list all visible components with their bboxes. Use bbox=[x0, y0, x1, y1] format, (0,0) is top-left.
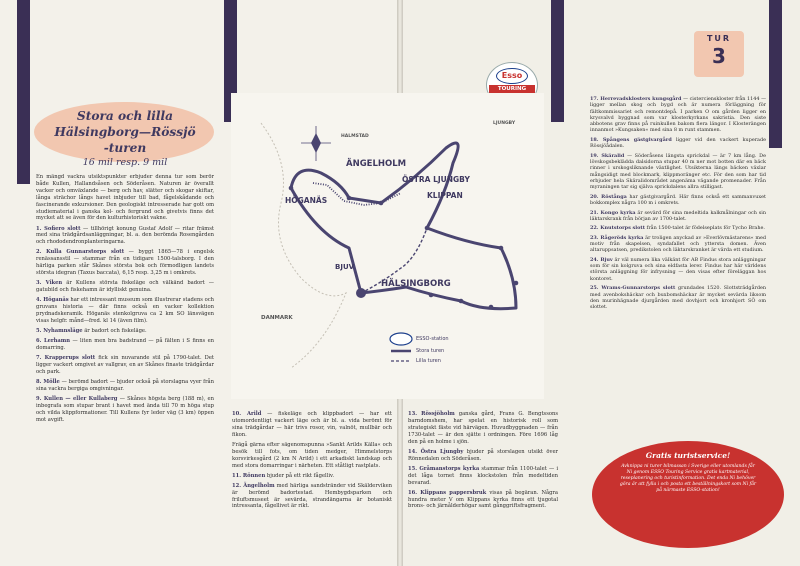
map-label-halsingborg: HÄLSINGBORG bbox=[381, 279, 451, 289]
intro-paragraph: En mängd vackra utsiktspunkter erbjuder denna tur som berör både Kullen, Hallandsåsen och Söderåsen. Naturen är överallt vacker och omväxlande — berg och hav, slätter och skogar skiftar, långa strächor långs havet inbjuder till bad, fågelskådande och fascinerande exkursioner. Den geologiskt intresserade har gott om studiematerial i ganska kol- och fergrund och givetvis finns det mycket att se även för den kulturhistoriskt vakne. bbox=[36, 174, 214, 222]
list-item: 6. Lerhamn — liten men bra badstrand — på fälten i S finns en domarring. bbox=[36, 338, 215, 352]
list-item: 13. Rössjöholm ganska gård, Frans G. Bengtssons barndomshem, har spelat en historisk roll som strategiskt fäste vid härvägen. Huvudbyggnaden — från 1730-talet — är den sjätte i ordningen. Före 1696 låg den på en holme i sjön. bbox=[408, 411, 558, 445]
map-label-halmstad: HALMSTAD bbox=[341, 134, 369, 139]
title-line-1: Stora och lilla bbox=[76, 109, 174, 123]
column-2 bbox=[232, 411, 392, 514]
list-item: 2. Kulla Gunnarstorps slott — byggt 1865—78 i engelsk renässansstil — stammar från en tidigare 1500-talsborg. I den härliga parken står Skånes största bok och förmodligen landets största idegran (Taxus baccata), 6,15 resp. 3,25 m i omkrets. bbox=[36, 249, 215, 277]
page-title bbox=[50, 108, 200, 156]
esso-logo-icon: Esso bbox=[496, 68, 528, 84]
stop-marker bbox=[425, 226, 430, 231]
promo-oval bbox=[592, 441, 784, 548]
coastline bbox=[261, 123, 346, 368]
map-label-angelholm: ÄNGELHOLM bbox=[346, 159, 407, 169]
list-item: 8. Mölle — berömd badort — bjuder också på storslagna vyer från sina vackra bergiga omgivningar. bbox=[36, 379, 214, 392]
tour-number: 3 bbox=[712, 44, 726, 68]
route-map bbox=[231, 93, 544, 399]
promo-text: Avknippa ni turer bilmassan i Sverige eller utomlands får Ni genom ESSO Touring Service gratis kartmaterial, reseplanering och turistinformation. Det enda Ni behöver göra är att fylla i och posta ett beställningskort som Ni får på närmaste ESSO-station! bbox=[619, 464, 757, 493]
center-right-purple-bar bbox=[551, 0, 564, 122]
stop-marker bbox=[514, 281, 519, 286]
map-label-bjuv: BJUV bbox=[335, 263, 355, 271]
stop-marker bbox=[499, 246, 504, 251]
column-4 bbox=[590, 96, 766, 314]
list-item: 7. Krapperups slott fick sin nuvarande stil på 1790-talet. Det ligger vackert omgivet av vallgrav, en av Skånes finaste trädgårdar och park. bbox=[36, 355, 214, 375]
promo-title: Gratis turistservice! bbox=[645, 451, 731, 460]
column-3 bbox=[408, 411, 558, 514]
legend-esso-text: ESSO-station bbox=[416, 336, 449, 342]
badge-line-2: TOURING bbox=[489, 85, 535, 93]
title-line-3: -turen bbox=[103, 141, 147, 155]
list-item: 14. Östra Ljungby bjuder på storslagen utsikt över Rönnedalen och Söderåsen. bbox=[408, 448, 558, 462]
list-item: 11. Rönnen bjuder på ett rikt fågelliv. bbox=[232, 472, 334, 479]
halsingborg-dot bbox=[356, 288, 366, 298]
stop-marker bbox=[289, 186, 294, 191]
map-label-danmark: DANMARK bbox=[261, 315, 293, 321]
list-item: 23. Rågeröds kyrka är troligen anyckad av »Everlövmästarens« med motiv från skapelsen, syndafallet och yttersta domen. Även altaruppsatsen, predikstolen och läktarskranket är värda ett studium. bbox=[590, 234, 767, 254]
list-item: 10. Arild — fiskeläge och klippbadort — har ett utomordentligt vackert läge och är bl. a. vida berömt för sina trädgårdar — här trivs rosor, vin, valnöt, mullbär och fikon. bbox=[232, 411, 392, 438]
stop-marker bbox=[489, 305, 494, 310]
stop-marker bbox=[429, 293, 434, 298]
left-purple-bar bbox=[17, 0, 30, 184]
list-item: 20. Röstånga har gästgivargård. Här finns också ett sammanvuxet bokkomplex några 100 m i omkrets. bbox=[590, 193, 766, 207]
list-item: 4. Höganäs har ett intressant museum som illustrerar stadens och gruvans historia — där finns också en vacker kollektion prydnadskeramik. Höganäs stenkolgruva ca 2 km SO länsvägen visas helgfr. månd—fred. kl 14 (även film). bbox=[36, 297, 215, 324]
list-item: 15. Gråmanstorps kyrka stammar från 1100-talet — i det låga tornet finns klockstolen från medeltiden bevarad. bbox=[408, 465, 558, 486]
legend-stora-text: Stora turen bbox=[416, 348, 445, 354]
map-label-ostra-ljungby: ÖSTRA LJUNGBY bbox=[402, 175, 470, 184]
right-purple-bar bbox=[769, 0, 782, 148]
list-item: 5. Nyhamnsläge är badort och fiskeläge. bbox=[36, 328, 147, 335]
list-item: Frägå gärna efter sägenomspunna »Sankt Arilds Källa« och besök till fots, om tiden medger, Himmelstorps korsvirkesgård (2 km N Arild) i ett arkadiskt landskap och med stora domarringar i närheten. Ett ståtligt rastplats. bbox=[232, 441, 392, 469]
list-item: 9. Kullen — eller Kullaberg — Skånes högsta berg (188 m), en inbegrafa som stupar brant i havet med ända till 70 m höga stup och vilda klippformationer. Till Kullens fyr leder väg (3 km) öppen mot avgift. bbox=[36, 396, 214, 423]
list-item: 18. Spångens gästgivargård ligger vid den vackert kuperade Rössjöådalen. bbox=[590, 136, 766, 150]
legend-esso-icon bbox=[390, 333, 412, 345]
map-label-ljungby: LJUNGBY bbox=[493, 121, 516, 126]
column-1 bbox=[36, 174, 214, 427]
tour-label: TUR bbox=[706, 34, 732, 43]
stop-marker bbox=[459, 299, 464, 304]
list-item: 16. Klippans pappersbruk visas på begäran. Några hundra meter V om Klippans kyrka finns ett tjugotal brons- och järnålderhögar samt gånggriftsfragment. bbox=[408, 489, 558, 510]
tour-number-box bbox=[694, 31, 744, 77]
map-svg bbox=[231, 93, 544, 399]
list-item: 21. Kongo kyrka är sevärd för sina medeltida kalkmålningar och sin läktarskrank från början av 1700-talet. bbox=[590, 209, 767, 222]
list-item: 25. Wrams-Gunnarstorps slott grundades 1520. Slottsträdgården med avenbokshäckar och buxbomshäckar är mycket sevärda liksom den murinhägnade djurgården med dovhjort och kronhjort SÖ om slottet. bbox=[590, 285, 766, 311]
legend-lilla-text: Lilla turen bbox=[416, 358, 441, 364]
stop-marker bbox=[379, 201, 384, 206]
list-item: 19. Skäralid — Söderåsens längsta sprickdal — är 7 km lång. De lövskogsbeklädda dalsidorna stupar 40 m ner mot botten där en bäck rinner i urskogsliknande växtlighet. Utsikterna längs bäcken växlar mångsidigt med blockmark, klippmoränger etc. För den som har tid erbjuder hela Skäralidområdet angenäma vägande promenader. Från myraningen tar sig själva sprickdalens allra stilligast. bbox=[590, 152, 766, 191]
stop-marker bbox=[347, 196, 352, 201]
page-subtitle: 16 mil resp. 9 mil bbox=[82, 157, 168, 168]
map-label-hoganas: HÖGANÄS bbox=[285, 196, 328, 205]
list-item: 12. Ängelholm med härliga sandstränder vid Skälderviken är berömd badortestad. Hembygdsparken och friluftsmuseet är sevärda, strandängarna är botaniskt intressanta, fågellivet är rikt. bbox=[232, 482, 392, 510]
list-item: 17. Herrevadsklosters kungsgård — cistercienskloster från 1144 — ligger mellan skog och bygd och är numera förläggning för fältkommissariet och remontdepå. I parken O om gården ligger en krysvalvd byggnad som var klosterkyrkans sakristia. Den siste abbotens grav finns på ruinkullen bakom flera längor. I Klosterängen innanmot »Kungsaken« med sina 8 m runt stammen. bbox=[590, 96, 766, 134]
list-item: 1. Sofiero slott — tillhörigt konung Gustaf Adolf — ritar främst med sina trädgårdsanläggningar, bl. a. den berömda Rosengården och rhododendronplanteringarna. bbox=[36, 225, 214, 246]
map-label-klippan: KLIPPAN bbox=[427, 191, 463, 200]
list-item: 3. Viken är Kullens största fiskeläge och välkänd badort — gatubild och fiskehamn är idylliskt genuina. bbox=[36, 280, 214, 294]
title-line-2: Hälsingborg—Rössjö bbox=[54, 125, 196, 139]
list-item: 22. Knutstorps slott från 1500-talet är födelseplats för Tycho Brahe. bbox=[590, 225, 765, 232]
list-item: 24. Bjuv är väl numera lika välkänt för AB Findus stora anläggningar som för sin kolgruva och sina eldfasta lerer. Findus har här världens största anläggning för infrysning — den visas efter föreläggan hos kontoret. bbox=[590, 256, 766, 282]
